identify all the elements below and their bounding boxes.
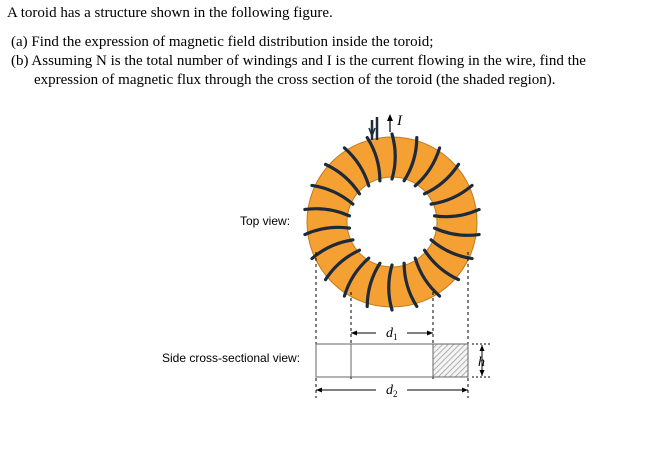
lead-wires: [369, 113, 403, 140]
d1-dimension: [351, 326, 433, 342]
h-dimension: [472, 344, 490, 377]
current-label: I: [397, 113, 402, 129]
problem-intro: A toroid has a structure shown in the following figure.: [7, 5, 333, 21]
problem-part-a: (a) Find the expression of magnetic field distribution inside the toroid;: [11, 34, 434, 50]
hollow-center: [351, 344, 433, 377]
d2-dimension: [316, 383, 468, 399]
left-cross-section: [316, 344, 351, 377]
current-arrow-up: [387, 114, 393, 121]
shaded-cross-section: [433, 344, 468, 377]
problem-part-b-line1: (b) Assuming N is the total number of windings and I is the current flowing in the wire, find the: [11, 53, 586, 69]
d2-label: $d_2$: [386, 383, 398, 399]
h-label: h: [478, 355, 485, 370]
side-view-label: Side cross-sectional view:: [162, 351, 301, 365]
side-cross-section: [316, 344, 468, 377]
toroid-inner-edge: [347, 177, 437, 267]
d1-label: $d_1$: [386, 326, 398, 342]
top-view-label: Top view:: [240, 214, 291, 228]
problem-part-b-line2: expression of magnetic flux through the cross section of the toroid (the shaded region).: [34, 72, 556, 88]
toroid-top-view: [305, 134, 479, 310]
